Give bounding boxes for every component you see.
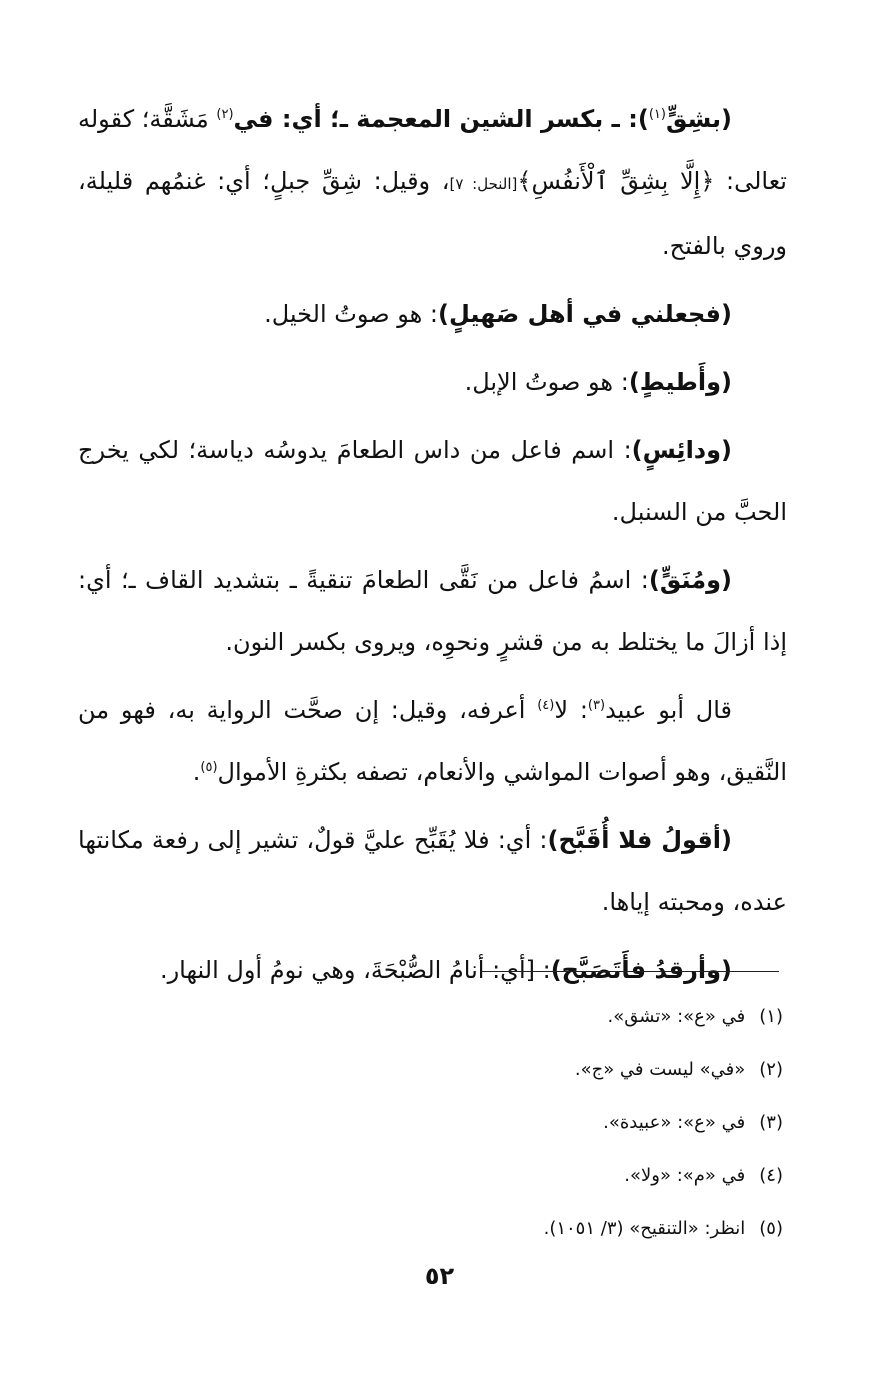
paragraph-munaqq xyxy=(78,549,787,673)
paragraph-sahil-text: : هو صوتُ الخيل. xyxy=(264,300,439,328)
paragraph-aqulu xyxy=(78,809,787,933)
footnotes-section xyxy=(200,990,783,1255)
footnote-number: (٥) xyxy=(759,1218,783,1239)
footnote-number: (٣) xyxy=(759,1112,783,1133)
footnote-divider xyxy=(481,971,779,972)
paragraph-abu-ubayd-text2: : لا xyxy=(554,696,588,724)
footnote-2 xyxy=(200,1043,783,1096)
paragraph-abu-ubayd-text4: . xyxy=(192,758,201,786)
page-number: ٥٢ xyxy=(424,1262,455,1290)
paragraph-munaqq-text: : اسمُ فاعل من نَقَّى الطعامَ تنقيةً ـ بتشديد القاف ـ؛ أي: إذا أزالَ ما يختلط به من قشرٍ ونحوِه، ويروى بكسر النون. xyxy=(78,566,787,656)
footnote-marker-5[interactable]: (٥) xyxy=(200,760,218,775)
quran-reference: [النحل: ٧] xyxy=(449,175,518,193)
footnote-text: في «ع»: «عبيدة». xyxy=(603,1112,746,1133)
paragraph-sahil xyxy=(78,283,787,345)
footnote-4 xyxy=(200,1149,783,1202)
footnote-text: في «ع»: «تشق». xyxy=(607,1006,746,1027)
paragraph-atit xyxy=(78,351,787,413)
main-text-body xyxy=(78,88,787,1007)
paragraph-bishiqq-text: مَشَقَّة؛ كقوله تعالى: ﴿إِلَّا بِشِقِّ ٱلْأَنفُسِ﴾ xyxy=(78,105,787,195)
footnote-text: في «م»: «ولا». xyxy=(624,1165,746,1186)
footnote-marker-3[interactable]: (٣) xyxy=(587,698,606,713)
paragraph-abu-ubayd-text1: قال أبو عبيد xyxy=(605,696,732,724)
footnote-number: (٤) xyxy=(759,1165,783,1186)
keyword-daais: (ودائِسٍ) xyxy=(631,436,732,464)
footnote-marker-2[interactable]: (٢) xyxy=(216,107,234,122)
keyword-arqudu: (وأرقدُ فأَتَصَبَّح) xyxy=(550,956,732,984)
keyword-bishiqq-rest: ): ـ بكسر الشين المعجمة ـ؛ أي: في xyxy=(233,105,649,133)
footnote-number: (١) xyxy=(759,1006,783,1027)
footnote-text: انظر: «التنقيح» (٣/ ١٠٥١). xyxy=(543,1218,746,1239)
paragraph-bishiqq xyxy=(78,88,787,277)
keyword-bishiqq: (بشِقٍّ xyxy=(665,105,732,133)
paragraph-bishiqq-tail: ، وقيل: شِقِّ جبلٍ؛ أي: غنمُهم قليلة، وروي بالفتح. xyxy=(78,167,787,260)
footnote-1 xyxy=(200,990,783,1043)
footnote-3 xyxy=(200,1096,783,1149)
keyword-sahil: (فجعلني في أهل صَهيلٍ) xyxy=(438,300,732,328)
keyword-aqulu: (أقولُ فلا أُقَبَّح) xyxy=(547,826,732,854)
keyword-munaqq: (ومُنَقٍّ) xyxy=(648,566,732,594)
paragraph-daais-text: : اسم فاعل من داس الطعامَ يدوسُه دياسة؛ لكي يخرج الحبَّ من السنبل. xyxy=(78,436,787,526)
footnote-5 xyxy=(200,1202,783,1255)
paragraph-aqulu-text: : أي: فلا يُقَبِّح عليَّ قولٌ، تشير إلى رفعة مكانتها عنده، ومحبته إياها. xyxy=(78,826,787,916)
paragraph-atit-text: : هو صوتُ الإبل. xyxy=(464,368,629,396)
paragraph-arqudu-text: : [أي: أنامُ الصُّبْحَةَ، وهي نومُ أول النهار. xyxy=(159,956,551,984)
keyword-atit: (وأَطيطٍ) xyxy=(628,368,732,396)
paragraph-abu-ubayd-text3: أعرفه، وقيل: إن صحَّت الرواية به، فهو من النَّقيق، وهو أصوات المواشي والأنعام، تصفه بكثرةِ الأموال xyxy=(78,696,787,786)
footnote-number: (٢) xyxy=(759,1059,783,1080)
footnote-text: «في» ليست في «ج». xyxy=(574,1059,746,1080)
paragraph-abu-ubayd xyxy=(78,679,787,803)
footnote-marker-4[interactable]: (٤) xyxy=(537,698,555,713)
footnote-marker-1[interactable]: (١) xyxy=(648,107,666,122)
paragraph-daais xyxy=(78,419,787,543)
